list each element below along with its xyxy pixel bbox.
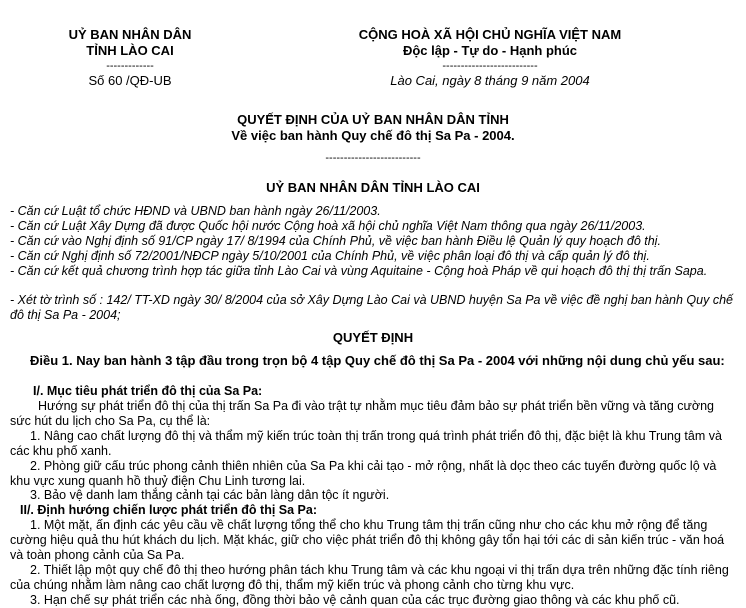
section-1-intro: Hướng sự phát triển đô thị của thị trấn Sa Pa đi vào trật tự nhằm mục tiêu đảm bảo sự phát triển bền vững và tăng cường sức hút du lịch cho Sa Pa, cụ thể là: — [10, 399, 714, 428]
preamble-item: - Căn cứ Luật Xây Dựng đã được Quốc hội nước Cộng hoà xã hội chủ nghĩa Việt Nam thông qua ngày 26/11/2003. — [10, 219, 646, 233]
national-motto: Độc lập - Tự do - Hạnh phúc — [402, 43, 578, 58]
section-1-item: 1. Nâng cao chất lượng đô thị và thẩm mỹ kiến trúc toàn thị trấn trong quá trình phát triển đô thị, đặc biệt là khu Trung tâm và các khu phố xanh. — [10, 429, 722, 458]
section-2-item: 2. Thiết lập một quy chế đô thị theo hướng phân tách khu Trung tâm và các khu ngoại vi thị trấn dựa trên những đặc tính riêng của chúng nhằm làm nâng cao chất lượng đô thị, thẩm mỹ kiến trúc và phong cảnh cho từng khu vực. — [10, 563, 729, 592]
section-2-item: 1. Một mặt, ấn định các yêu cầu về chất lượng tổng thể cho khu Trung tâm thị trấn cũng như cho các khu mở rộng để tăng cường hiệu quả thu hút khách du lịch. Mặt khác, giữ cho việc phát triển đô thị không gây tổn hại tới các di sản kiến trúc - văn hoá và toàn phong cảnh của Sa Pa. — [10, 518, 725, 562]
province-name: TỈNH LÀO CAI — [86, 43, 174, 58]
right-divider: -------------------------- — [442, 60, 538, 72]
section-1-heading: I/. Mục tiêu phát triển đô thị của Sa Pa: — [33, 384, 263, 398]
agency-name: UỶ BAN NHÂN DÂN — [68, 27, 192, 42]
section-2-item: 3. Hạn chế sự phát triển các nhà ống, đồng thời bảo vệ cảnh quan của các trục đường giao thông và các khu phố cũ. — [30, 593, 680, 607]
issuing-authority: UỶ BAN NHÂN DÂN TỈNH LÀO CAI — [266, 180, 480, 195]
left-divider: ------------- — [106, 60, 154, 72]
decision-title: QUYẾT ĐỊNH CỦA UỶ BAN NHÂN DÂN TỈNH — [237, 112, 509, 127]
preamble-item: - Xét tờ trình số : 142/ TT-XD ngày 30/ 8/2004 của sở Xây Dựng Lào Cai và UBND huyện Sa Pa về việc đề nghị ban hành Quy chế đô thị Sa Pa - 2004; — [10, 293, 733, 322]
preamble-item: - Căn cứ vào Nghị định số 91/CP ngày 17/ 8/1994 của Chính Phủ, về việc ban hành Điều lệ Quản lý quy hoạch đô thị. — [10, 234, 661, 248]
section-1-item: 2. Phòng giữ cấu trúc phong cảnh thiên nhiên của Sa Pa khi cải tạo - mở rộng, nhất là dọc theo các tuyến đường quốc lộ và khu vực xung quanh hồ thuỷ điện Chu Linh tương lai. — [10, 459, 717, 488]
decision-subject: Về việc ban hành Quy chế đô thị Sa Pa - 2004. — [231, 128, 515, 143]
decision-heading: QUYẾT ĐỊNH — [332, 330, 414, 345]
preamble-item: - Căn cứ Nghị định số 72/2001/NĐCP ngày 5/10/2001 của Chính Phủ, về việc phân loại đô thị và cấp quản lý đô thị. — [10, 249, 650, 263]
place-and-date: Lào Cai, ngày 8 tháng 9 năm 2004 — [390, 73, 590, 88]
article-1: Điều 1. Nay ban hành 3 tập đầu trong trọn bộ 4 tập Quy chế đô thị Sa Pa - 2004 với những nội dung chủ yếu sau: — [30, 353, 725, 368]
country-name: CỘNG HOÀ XÃ HỘI CHỦ NGHĨA VIỆT NAM — [358, 27, 622, 42]
section-2-heading: II/. Định hướng chiến lược phát triển đô thị Sa Pa: — [20, 503, 318, 517]
section-1-item: 3. Bảo vệ danh lam thắng cảnh tại các bản làng dân tộc ít người. — [30, 488, 390, 502]
document-number: Số 60 /QĐ-UB — [88, 73, 172, 88]
preamble-item: - Căn cứ Luật tổ chức HĐND và UBND ban hành ngày 26/11/2003. — [10, 204, 381, 218]
preamble-item: - Căn cứ kết quả chương trình hợp tác giữa tỉnh Lào Cai và vùng Aquitaine - Cộng hoà Pháp về qui hoạch đô thị thị trấn Sapa. — [10, 264, 708, 278]
title-divider: -------------------------- — [325, 152, 421, 164]
